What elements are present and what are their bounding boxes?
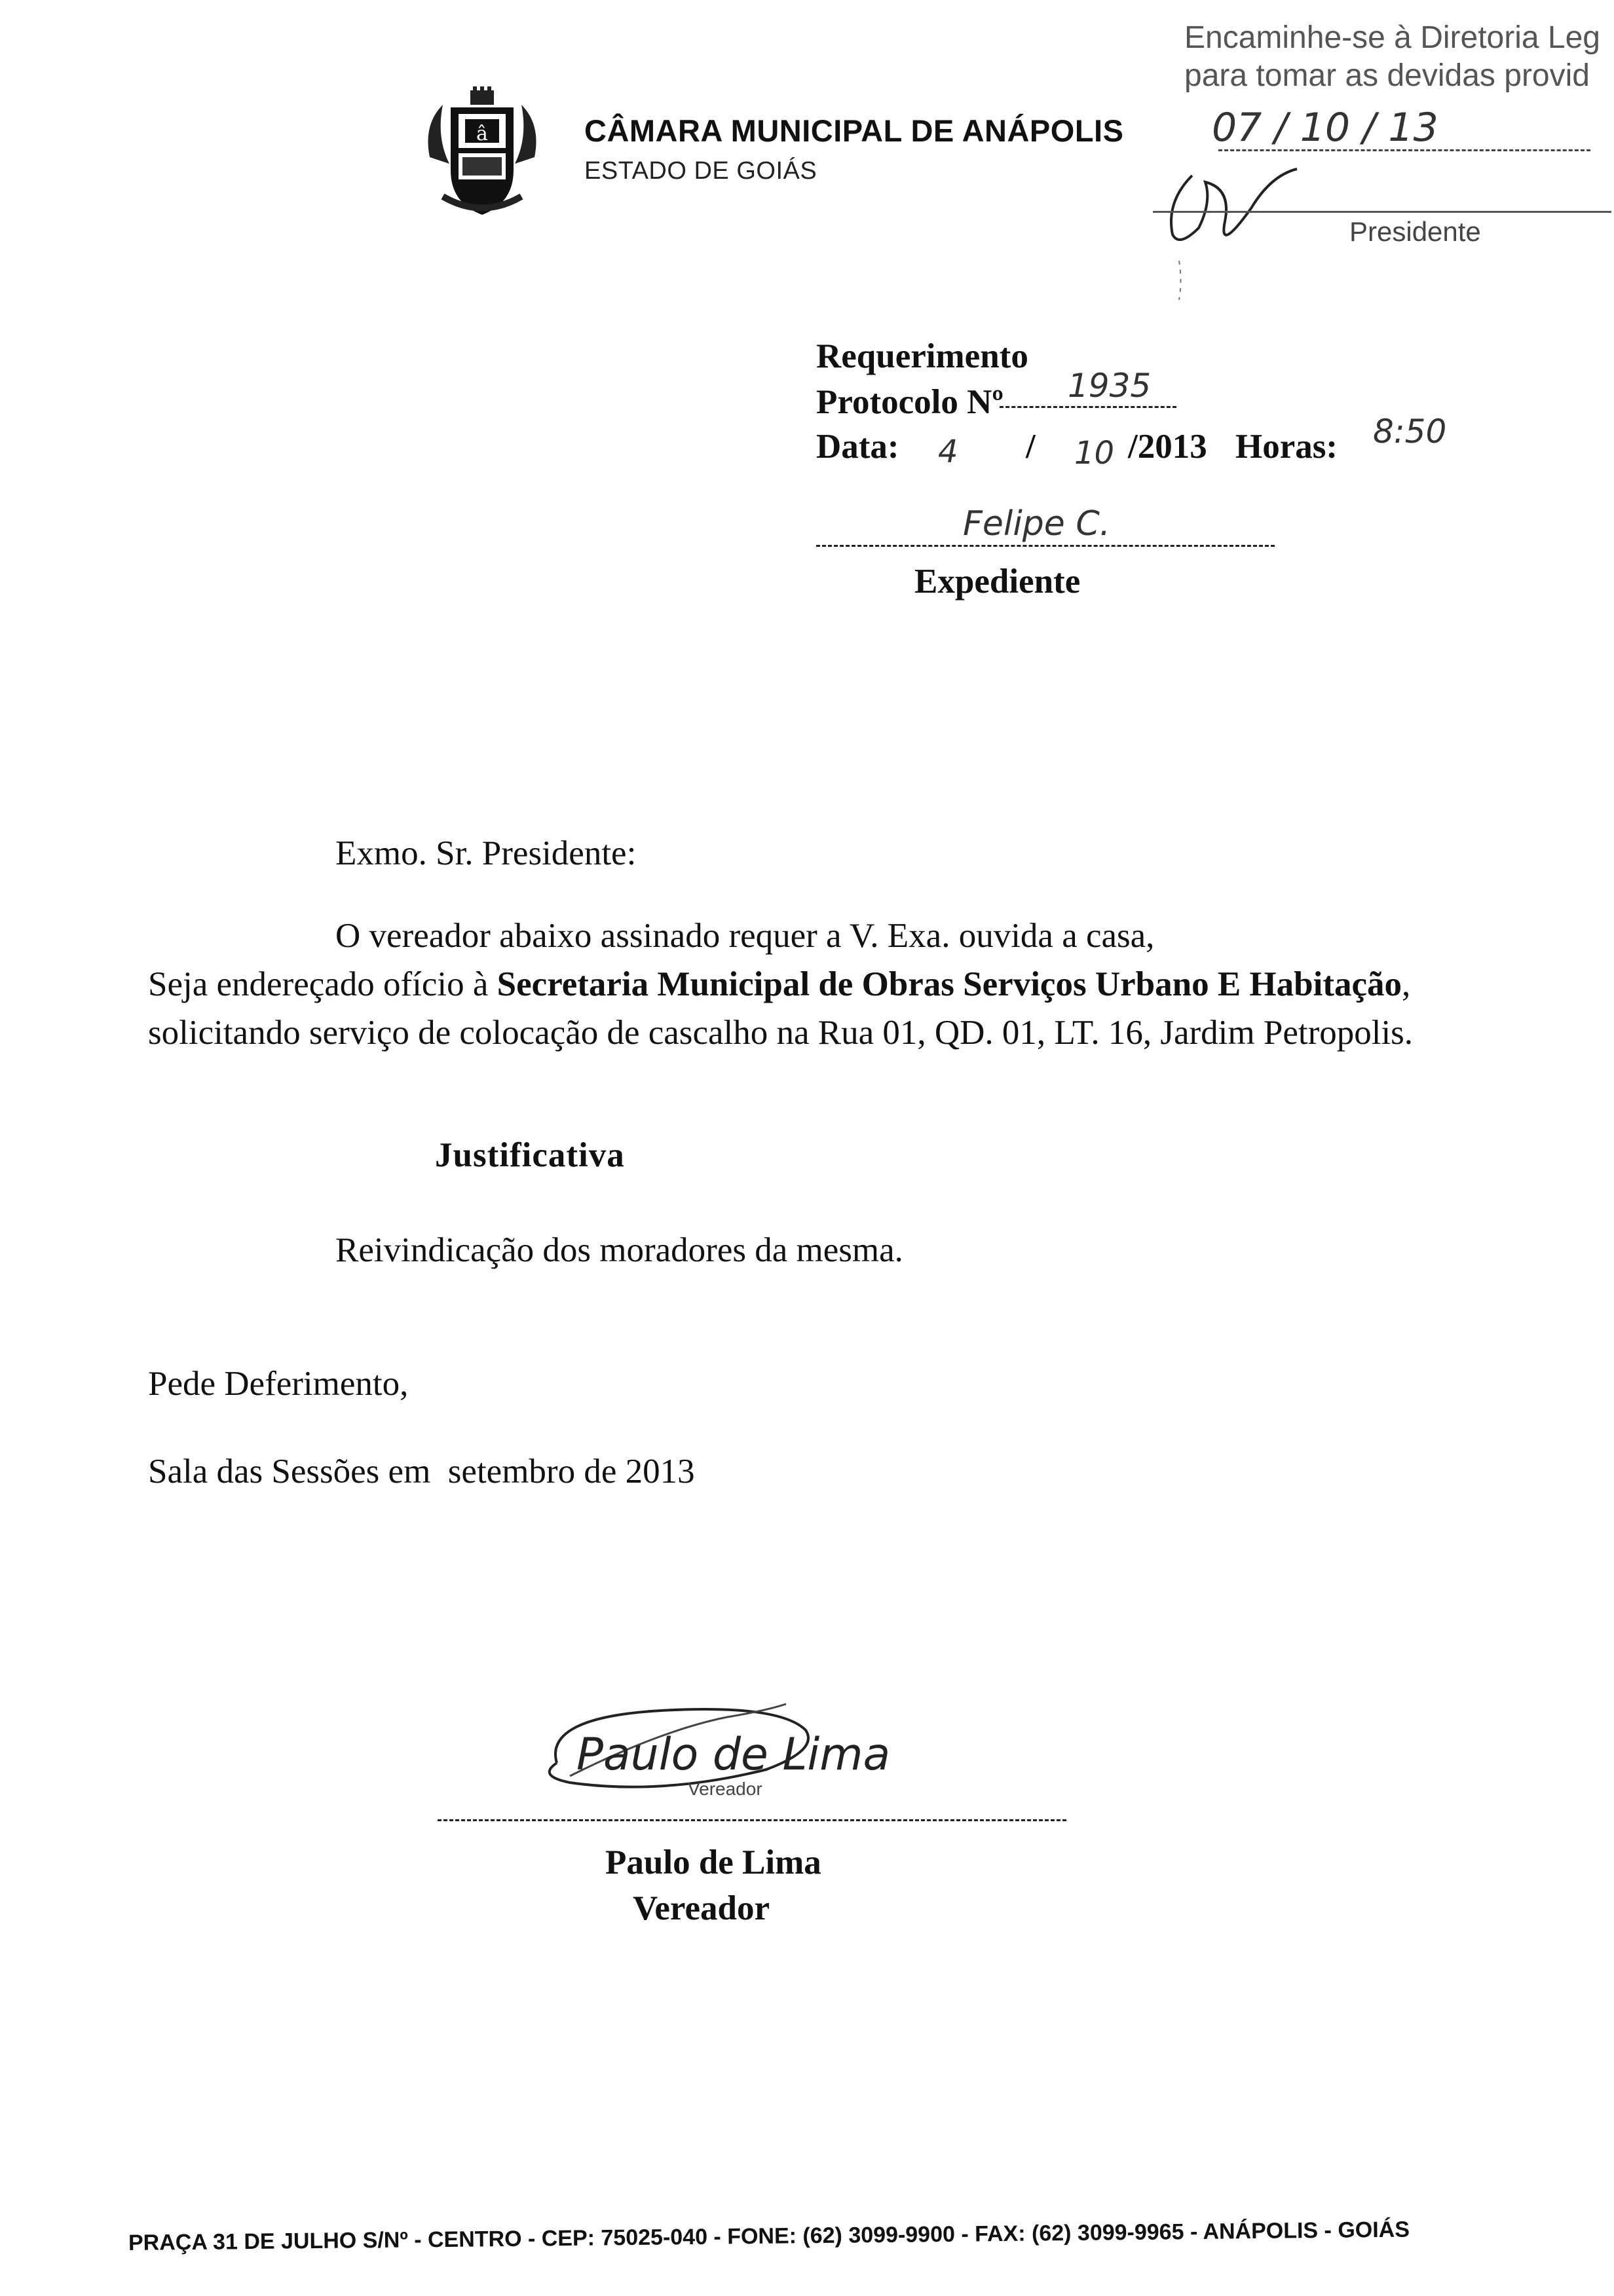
svg-text:â: â — [476, 122, 488, 145]
protocol-dash-line — [1000, 406, 1176, 408]
signer-name: Paulo de Lima — [605, 1843, 821, 1881]
organization-name: CÂMARA MUNICIPAL DE ANÁPOLIS — [584, 113, 1124, 148]
signature-stamp-name: Paulo de Lima — [576, 1729, 891, 1781]
stamp-instruction-line-1: Encaminhe-se à Diretoria Leg — [1184, 20, 1600, 55]
stamp-instruction-line-2: para tomar as devidas provid — [1184, 58, 1590, 93]
request-body-part-1: Seja endereçado ofício à — [148, 965, 497, 1003]
expediente-initials: Felipe C. — [963, 504, 1111, 544]
justification-text: Reivindicação dos moradores da mesma. — [335, 1231, 903, 1269]
date-day: 4 — [938, 434, 958, 470]
intro-text: O vereador abaixo assinado requer a V. Exa. ouvida a casa, — [335, 917, 1155, 955]
stamp-role: Presidente — [1349, 216, 1481, 247]
organization-state: ESTADO DE GOIÁS — [584, 157, 817, 185]
date-label: Data: — [816, 428, 899, 466]
president-signature — [1153, 162, 1304, 306]
request-body — [148, 960, 1497, 1057]
hours-label: Horas: — [1235, 428, 1338, 466]
hours-value: 8:50 — [1373, 413, 1447, 451]
expediente-label: Expediente — [914, 563, 1081, 601]
municipal-coat-of-arms-icon — [417, 85, 548, 223]
date-separator: / — [1026, 428, 1036, 466]
secretaria-name: Secretaria Municipal de Obras Serviços Urbano E Habitação — [497, 965, 1402, 1003]
stamp-date: 07 / 10 / 13 — [1212, 105, 1438, 151]
request-label: Requerimento — [816, 337, 1028, 375]
place-date: Sala das Sessões em setembro de 2013 — [148, 1453, 695, 1491]
request-body-part-2: , solicitando serviço de colocação de cascalho na Rua 01, QD. 01, LT. 16, Jardim Petropolis. — [148, 965, 1414, 1052]
stamp-signature-line — [1153, 211, 1611, 213]
stamp-date-line — [1218, 149, 1590, 151]
date-year: /2013 — [1128, 428, 1207, 466]
date-month: 10 — [1074, 435, 1115, 472]
expediente-dash-line — [816, 545, 1275, 547]
signature-stamp-role: Vereador — [688, 1779, 762, 1799]
signature-dash-line — [438, 1819, 1066, 1821]
justification-title: Justificativa — [435, 1136, 625, 1174]
closing-text: Pede Deferimento, — [148, 1365, 409, 1403]
salutation: Exmo. Sr. Presidente: — [335, 834, 637, 872]
protocol-label: Protocolo Nº — [816, 383, 1004, 421]
signer-role: Vereador — [633, 1889, 770, 1927]
protocol-number: 1935 — [1068, 367, 1152, 405]
footer-address: PRAÇA 31 DE JULHO S/Nº - CENTRO - CEP: 75025-040 - FONE: (62) 3099-9900 - FAX: (62) 3099-9965 - ANÁPOLIS - GOIÁS — [128, 2217, 1410, 2255]
